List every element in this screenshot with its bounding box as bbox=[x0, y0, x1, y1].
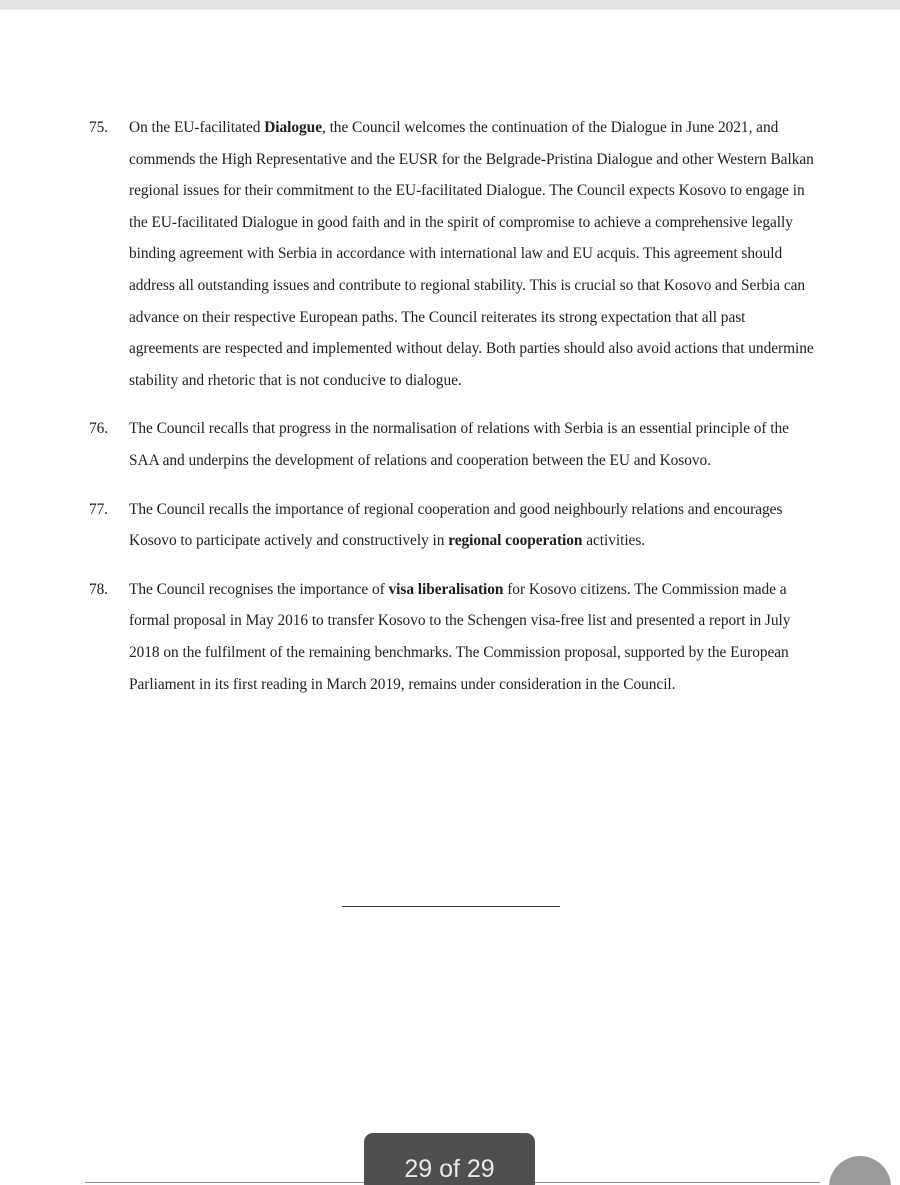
paragraph-text bbox=[129, 413, 817, 476]
paragraph-number: 76. bbox=[89, 420, 109, 438]
viewer-top-bar bbox=[0, 0, 900, 9]
paragraph-78 bbox=[89, 574, 817, 700]
page-top-edge bbox=[0, 9, 900, 10]
paragraph-number: 75. bbox=[89, 119, 109, 136]
paragraph-text bbox=[129, 112, 817, 396]
text-segment: On the EU-facilitated bbox=[129, 119, 265, 136]
bold-term-visa-liberalisation: visa liberalisation bbox=[388, 580, 504, 598]
text-segment: The Council recalls the importance of regional cooperation and good neighbourly relations and encourages Kosovo to participate actively and constructively in bbox=[129, 500, 783, 550]
text-segment: , the Council welcomes the continuation of the Dialogue in June 2021, and commends the High Representative and the EUSR for the Belgrade-Pristina Dialogue and other Western Balkan regional issues for their commitment to the EU-facilitated Dialogue. The Council expects Kosovo to engage in the EU-facilitated Dialogue in good faith and in the spirit of compromise to achieve a comprehensive legally binding agreement with Serbia in accordance with international law and EU acquis. This agreement should address all outstanding issues and contribute to regional stability. This is crucial so that Kosovo and Serbia can advance on their respective European paths. The Council reiterates its strong expectation that all past agreements are respected and implemented without delay. Both parties should also avoid actions that undermine stability and rhetoric that is not conducive to dialogue. bbox=[129, 119, 814, 389]
text-segment: for Kosovo citizens. The Commission made a formal proposal in May 2016 to transfer Kosovo to the Schengen visa-free list and presented a report in July 2018 on the fulfilment of the remaining benchmarks. The Commission proposal, supported by the European Parliament in its first reading in March 2019, remains under consideration in the Council. bbox=[129, 580, 791, 693]
paragraph-76 bbox=[89, 413, 817, 476]
paragraph-75 bbox=[89, 112, 817, 396]
bold-term-dialogue: Dialogue bbox=[264, 119, 322, 136]
page-indicator[interactable]: 29 of 29 bbox=[364, 1133, 535, 1185]
text-segment: The Council recognises the importance of bbox=[129, 580, 389, 598]
paragraph-text bbox=[129, 574, 817, 700]
paragraph-number: 77. bbox=[89, 500, 109, 518]
text-segment: The Council recalls that progress in the normalisation of relations with Serbia is an essential principle of the SAA and underpins the development of relations and cooperation between the EU and Kosovo. bbox=[129, 420, 789, 469]
text-segment: activities. bbox=[582, 532, 646, 550]
document-body bbox=[89, 112, 817, 717]
end-of-text-divider bbox=[342, 906, 560, 907]
paragraph-text bbox=[129, 494, 817, 557]
bold-term-regional-cooperation: regional cooperation bbox=[448, 532, 583, 550]
paragraph-number: 78. bbox=[89, 580, 109, 598]
paragraph-77 bbox=[89, 494, 817, 557]
scroll-button[interactable] bbox=[829, 1156, 891, 1185]
